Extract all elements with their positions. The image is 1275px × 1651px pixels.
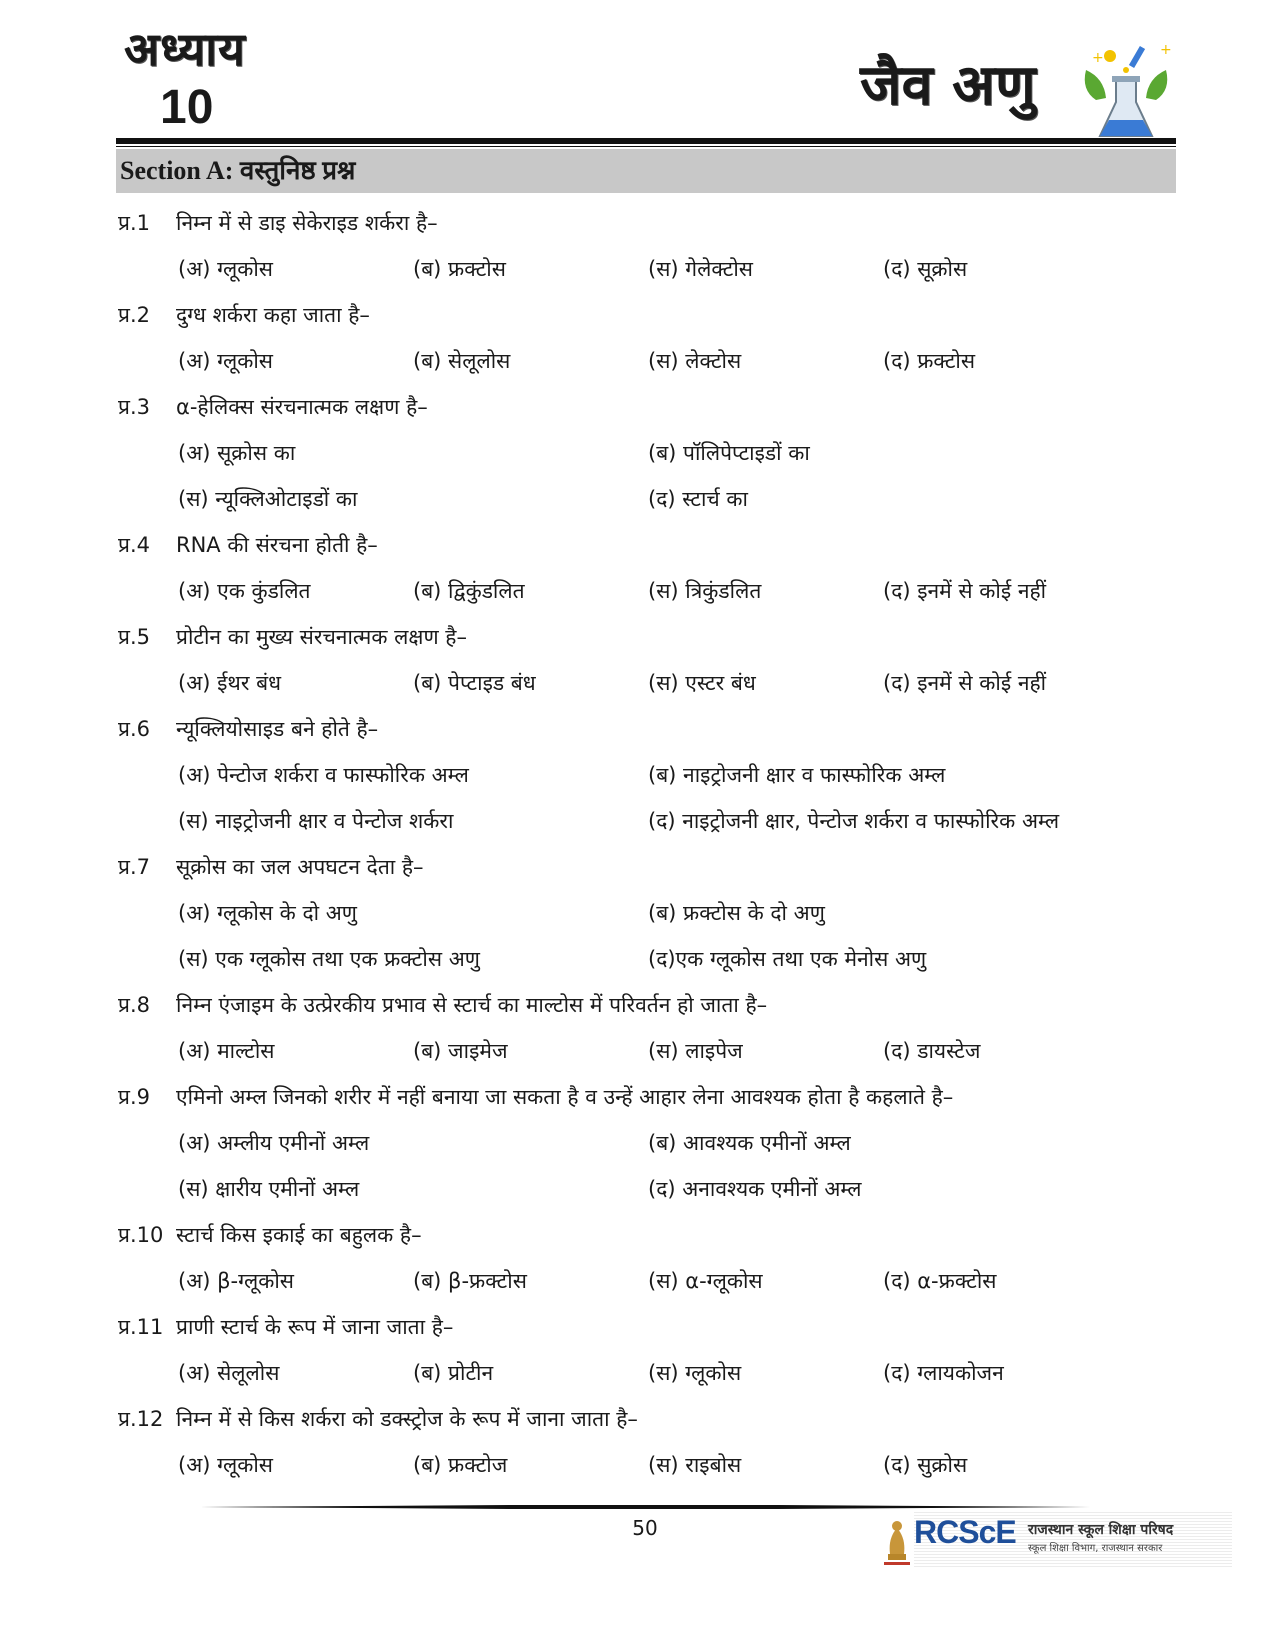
option-c: (स) गेलेक्टोस	[648, 257, 753, 281]
option-c: (स) ग्लूकोस	[648, 1361, 742, 1385]
rcsce-logo: RCScE	[914, 1514, 1016, 1550]
option-d: (द) इनमें से कोई नहीं	[883, 579, 1047, 603]
option-a: (अ) सेलूलोस	[178, 1361, 280, 1385]
option-c: (स) न्यूक्लिओटाइडों का	[178, 487, 358, 511]
question-text: निम्न में से डाइ सेकेराइड शर्करा है–	[176, 211, 438, 235]
options-6-row-2	[118, 798, 1178, 844]
option-a: (अ) एक कुंडलित	[178, 579, 311, 603]
option-d: (द) नाइट्रोजनी क्षार, पेन्टोज शर्करा व फास्फोरिक अम्ल	[648, 809, 1060, 833]
question-text: निम्न एंजाइम के उत्प्रेरकीय प्रभाव से स्टार्च का माल्टोस में परिवर्तन हो जाता है–	[176, 993, 768, 1017]
options-7-row-1	[118, 890, 1178, 936]
options-1	[118, 246, 1178, 292]
question-number: प्र.2	[118, 303, 150, 327]
chapter-label: अध्याय	[124, 22, 246, 76]
option-d: (द) फ्रक्टोस	[883, 349, 976, 373]
org-name: राजस्थान स्कूल शिक्षा परिषद	[1028, 1522, 1174, 1538]
options-6-row-1	[118, 752, 1178, 798]
option-d: (द) α-फ्रक्टोस	[883, 1269, 997, 1293]
option-d: (द) सुक्रोस	[883, 1453, 968, 1477]
options-12	[118, 1442, 1178, 1488]
question-list	[118, 200, 1178, 1488]
question-11	[118, 1304, 1178, 1350]
question-text: दुग्ध शर्करा कहा जाता है–	[176, 303, 370, 327]
options-3-row-2	[118, 476, 1178, 522]
option-a: (अ) ग्लूकोस के दो अणु	[178, 901, 357, 925]
option-a: (अ) माल्टोस	[178, 1039, 275, 1063]
question-number: प्र.12	[118, 1407, 164, 1431]
options-10	[118, 1258, 1178, 1304]
question-12	[118, 1396, 1178, 1442]
question-number: प्र.11	[118, 1315, 164, 1339]
state-emblem-icon	[878, 1514, 916, 1572]
option-b: (ब) β-फ्रक्टोस	[413, 1269, 527, 1293]
question-text: प्राणी स्टार्च के रूप में जाना जाता है–	[176, 1315, 454, 1339]
option-c: (स) क्षारीय एमीनों अम्ल	[178, 1177, 360, 1201]
question-number: प्र.4	[118, 533, 150, 557]
question-10	[118, 1212, 1178, 1258]
question-number: प्र.1	[118, 211, 150, 235]
options-11	[118, 1350, 1178, 1396]
question-number: प्र.5	[118, 625, 150, 649]
option-b: (ब) फ्रक्टोस के दो अणु	[648, 901, 825, 925]
question-number: प्र.8	[118, 993, 150, 1017]
options-8	[118, 1028, 1178, 1074]
option-c: (स) राइबोस	[648, 1453, 742, 1477]
options-4	[118, 568, 1178, 614]
option-c: (स) त्रिकुंडलित	[648, 579, 762, 603]
question-text: स्टार्च किस इकाई का बहुलक है–	[176, 1223, 422, 1247]
options-5	[118, 660, 1178, 706]
chapter-number: 10	[160, 81, 214, 134]
option-b: (ब) फ्रक्टोज	[413, 1453, 508, 1477]
options-7-row-2	[118, 936, 1178, 982]
question-3	[118, 384, 1178, 430]
flask-icon	[1076, 40, 1176, 144]
option-b: (ब) जाइमेज	[413, 1039, 508, 1063]
svg-text:+: +	[1160, 42, 1172, 58]
option-b: (ब) पेप्टाइड बंध	[413, 671, 536, 695]
question-text: निम्न में से किस शर्करा को डक्स्ट्रोज के रूप में जाना जाता है–	[176, 1407, 638, 1431]
question-8	[118, 982, 1178, 1028]
option-a: (अ) ग्लूकोस	[178, 257, 274, 281]
option-d: (द) सूक्रोस	[883, 257, 968, 281]
option-b: (ब) नाइट्रोजनी क्षार व फास्फोरिक अम्ल	[648, 763, 946, 787]
header-rule-thin	[116, 146, 1176, 147]
option-a: (अ) अम्लीय एमीनों अम्ल	[178, 1131, 370, 1155]
question-text: सूक्रोस का जल अपघटन देता है–	[176, 855, 424, 879]
option-d: (द) स्टार्च का	[648, 487, 748, 511]
section-title: Section A: वस्तुनिष्ठ प्रश्न	[116, 149, 1176, 193]
question-6	[118, 706, 1178, 752]
option-b: (ब) द्विकुंडलित	[413, 579, 525, 603]
question-5	[118, 614, 1178, 660]
options-9-row-1	[118, 1120, 1178, 1166]
options-9-row-2	[118, 1166, 1178, 1212]
header-rule	[116, 138, 1176, 144]
option-c: (स) एस्टर बंध	[648, 671, 756, 695]
option-c: (स) लाइपेज	[648, 1039, 743, 1063]
chapter-title: जैव अणु	[860, 53, 1036, 118]
options-2	[118, 338, 1178, 384]
question-number: प्र.9	[118, 1085, 150, 1109]
question-number: प्र.6	[118, 717, 150, 741]
footer-rule	[200, 1505, 1090, 1509]
option-d: (द) इनमें से कोई नहीं	[883, 671, 1047, 695]
page-number: 50	[632, 1516, 658, 1540]
question-text: न्यूक्लियोसाइड बने होते है–	[176, 717, 379, 741]
question-9	[118, 1074, 1178, 1120]
question-1	[118, 200, 1178, 246]
svg-text:+: +	[1092, 50, 1104, 66]
option-c: (स) नाइट्रोजनी क्षार व पेन्टोज शर्करा	[178, 809, 454, 833]
option-c: (स) α-ग्लूकोस	[648, 1269, 763, 1293]
option-b: (ब) प्रोटीन	[413, 1361, 494, 1385]
question-number: प्र.10	[118, 1223, 164, 1247]
option-a: (अ) ईथर बंध	[178, 671, 282, 695]
org-subtitle: स्कूल शिक्षा विभाग, राजस्थान सरकार	[1028, 1543, 1163, 1554]
question-7	[118, 844, 1178, 890]
option-a: (अ) सूक्रोस का	[178, 441, 296, 465]
question-4	[118, 522, 1178, 568]
question-text: प्रोटीन का मुख्य संरचनात्मक लक्षण है–	[176, 625, 467, 649]
option-a: (अ) β-ग्लूकोस	[178, 1269, 294, 1293]
option-d: (द) डायस्टेज	[883, 1039, 981, 1063]
option-b: (ब) फ्रक्टोस	[413, 257, 506, 281]
option-d: (द) ग्लायकोजन	[883, 1361, 1004, 1385]
option-c: (स) एक ग्लूकोस तथा एक फ्रक्टोस अणु	[178, 947, 480, 971]
option-b: (ब) सेलूलोस	[413, 349, 511, 373]
question-number: प्र.3	[118, 395, 150, 419]
question-text: एमिनो अम्ल जिनको शरीर में नहीं बनाया जा सकता है व उन्हें आहार लेना आवश्यक होता है कहलाते है–	[176, 1085, 954, 1109]
option-d: (द)एक ग्लूकोस तथा एक मेनोस अणु	[648, 947, 927, 971]
option-a: (अ) पेन्टोज शर्करा व फास्फोरिक अम्ल	[178, 763, 469, 787]
option-c: (स) लेक्टोस	[648, 349, 742, 373]
question-2	[118, 292, 1178, 338]
question-text: α-हेलिक्स संरचनात्मक लक्षण है–	[176, 395, 428, 419]
option-b: (ब) पॉलिपेप्टाइडों का	[648, 441, 810, 465]
option-d: (द) अनावश्यक एमीनों अम्ल	[648, 1177, 862, 1201]
question-text: RNA की संरचना होती है–	[176, 533, 378, 557]
option-a: (अ) ग्लूकोस	[178, 349, 274, 373]
question-number: प्र.7	[118, 855, 150, 879]
option-b: (ब) आवश्यक एमीनों अम्ल	[648, 1131, 851, 1155]
options-3-row-1	[118, 430, 1178, 476]
option-a: (अ) ग्लूकोस	[178, 1453, 274, 1477]
